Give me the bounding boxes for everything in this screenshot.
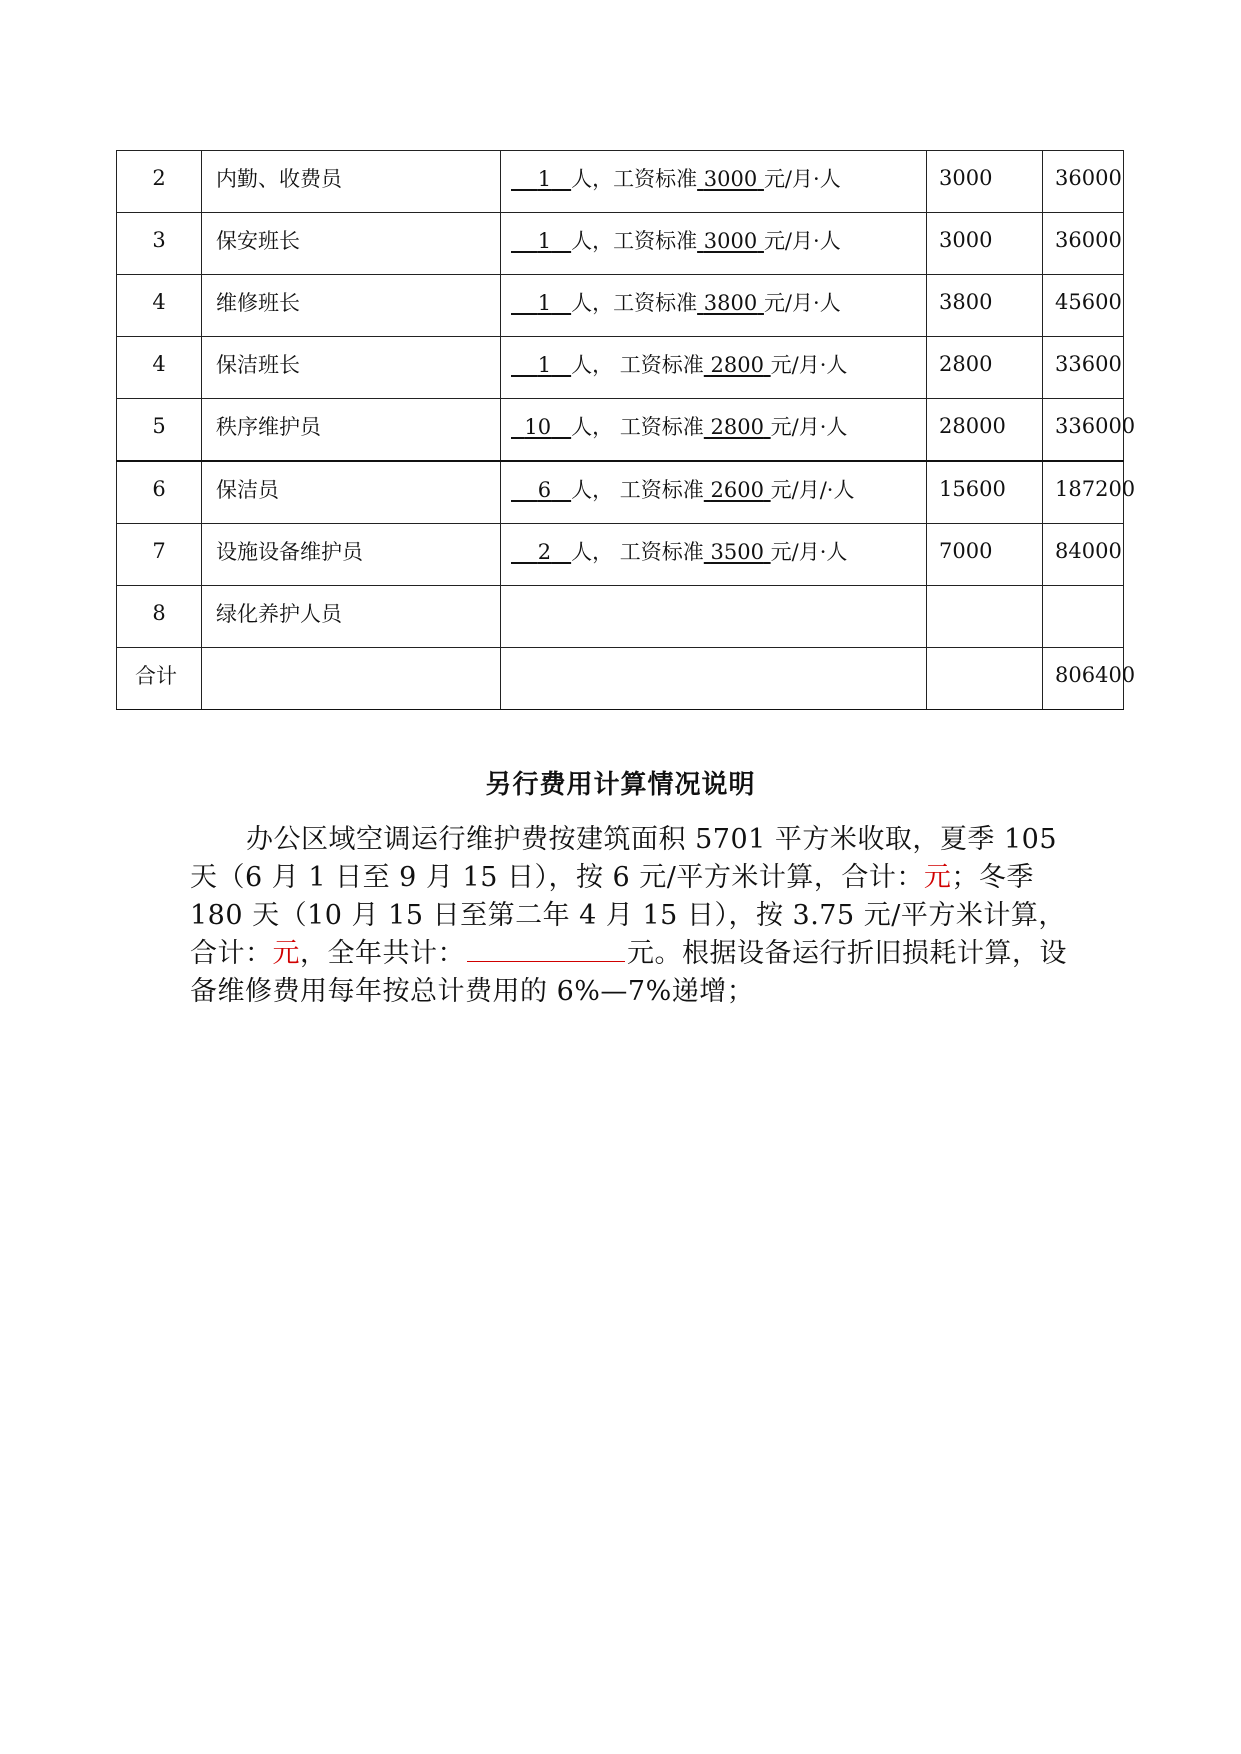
post-name: 绿化养护人员 [202, 586, 501, 648]
staffing-description [501, 275, 927, 337]
wage-label: 工资标准 [613, 166, 698, 191]
wage-standard: 3800 [703, 290, 758, 315]
staffing-description [501, 524, 927, 586]
staffing-description [501, 213, 927, 275]
total-row [117, 648, 1124, 710]
annual-cost: 33600 [1043, 337, 1124, 399]
monthly-cost: 7000 [927, 524, 1043, 586]
staffing-description [501, 151, 927, 213]
wage-unit: 元/月·人 [770, 539, 848, 564]
wage-standard: 3000 [703, 166, 758, 191]
annual-cost: 36000 [1043, 213, 1124, 275]
wage-standard: 2800 [710, 352, 764, 377]
total-label: 合计 [117, 648, 202, 710]
wage-unit: 元/月·人 [770, 414, 848, 439]
wage-label: 工资标准 [619, 352, 704, 377]
staffing-description [501, 586, 927, 648]
summer-total-unit: 元 [923, 862, 952, 893]
monthly-cost [927, 586, 1043, 648]
total-desc-empty [501, 648, 927, 710]
headcount: 6 [537, 477, 552, 502]
wage-unit: 元/月/·人 [770, 477, 855, 502]
headcount-unit: 人， [571, 290, 614, 315]
monthly-cost: 2800 [927, 337, 1043, 399]
explanation-text-4: 元。根据设备运行折旧损耗计算，设备维修费用每年按总计费用的 6%—7%递增； [190, 938, 1067, 1007]
headcount-unit: 人， [571, 477, 620, 502]
wage-unit: 元/月·人 [763, 166, 841, 191]
total-post-empty [202, 648, 501, 710]
wage-unit: 元/月·人 [763, 228, 841, 253]
table-row [117, 337, 1124, 399]
headcount-unit: 人， [571, 228, 614, 253]
total-monthly-empty [927, 648, 1043, 710]
table-row [117, 213, 1124, 275]
post-name: 内勤、收费员 [202, 151, 501, 213]
table-row [117, 399, 1124, 462]
wage-label: 工资标准 [613, 228, 698, 253]
table-row [117, 524, 1124, 586]
wage-label: 工资标准 [613, 290, 698, 315]
explanation-text-1: 办公区域空调运行维护费按建筑面积 5701 平方米收取，夏季 105 天（6 月 1 日至 9 月 15 日），按 6 元/平方米计算，合计： [190, 824, 1057, 893]
post-name: 设施设备维护员 [202, 524, 501, 586]
annual-cost: 36000 [1043, 151, 1124, 213]
wage-unit: 元/月·人 [763, 290, 841, 315]
wage-standard: 2600 [710, 477, 764, 502]
annual-cost: 45600 [1043, 275, 1124, 337]
headcount: 1 [537, 290, 552, 315]
staffing-description [501, 399, 927, 462]
annual-cost [1043, 586, 1124, 648]
staffing-description [501, 461, 927, 524]
monthly-cost: 15600 [927, 461, 1043, 524]
monthly-cost: 3000 [927, 151, 1043, 213]
row-number: 4 [117, 337, 202, 399]
explanation-paragraph [190, 821, 1070, 1011]
row-number: 3 [117, 213, 202, 275]
row-number: 2 [117, 151, 202, 213]
total-annual: 806400 [1043, 648, 1124, 710]
post-name: 维修班长 [202, 275, 501, 337]
wage-standard: 3000 [703, 228, 758, 253]
headcount: 1 [537, 228, 552, 253]
monthly-cost: 3000 [927, 213, 1043, 275]
row-number: 6 [117, 461, 202, 524]
row-number: 8 [117, 586, 202, 648]
post-name: 秩序维护员 [202, 399, 501, 462]
table-row [117, 461, 1124, 524]
explanation-text-2: ；冬季 180 天（10 月 15 日至第二年 4 月 15 日），按 3.75 元/平方米计算，合计： [190, 862, 1066, 969]
headcount-unit: 人， [571, 539, 620, 564]
table-row [117, 151, 1124, 213]
monthly-cost: 3800 [927, 275, 1043, 337]
post-name: 保安班长 [202, 213, 501, 275]
monthly-cost: 28000 [927, 399, 1043, 462]
wage-standard: 2800 [710, 414, 764, 439]
explanation-text-3: ，全年共计： [300, 938, 465, 969]
annual-cost: 84000 [1043, 524, 1124, 586]
wage-label: 工资标准 [619, 539, 704, 564]
section-heading: 另行费用计算情况说明 [485, 770, 756, 800]
wage-unit: 元/月·人 [770, 352, 848, 377]
wage-label: 工资标准 [619, 477, 704, 502]
row-number: 4 [117, 275, 202, 337]
annual-cost: 336000 [1043, 399, 1124, 462]
post-name: 保洁班长 [202, 337, 501, 399]
row-number: 7 [117, 524, 202, 586]
staffing-description [501, 337, 927, 399]
staff-cost-table [116, 150, 1136, 710]
headcount-unit: 人， [571, 166, 614, 191]
headcount-unit: 人， [571, 414, 620, 439]
wage-label: 工资标准 [619, 414, 704, 439]
table-row [117, 275, 1124, 337]
table-row [117, 586, 1124, 648]
headcount-unit: 人， [571, 352, 620, 377]
annual-cost: 187200 [1043, 461, 1124, 524]
headcount: 2 [537, 539, 552, 564]
headcount: 1 [537, 352, 552, 377]
headcount: 1 [537, 166, 552, 191]
annual-total-blank[interactable] [467, 935, 625, 962]
winter-total-unit: 元 [272, 938, 300, 969]
headcount: 10 [524, 414, 552, 439]
post-name: 保洁员 [202, 461, 501, 524]
row-number: 5 [117, 399, 202, 462]
wage-standard: 3500 [710, 539, 764, 564]
